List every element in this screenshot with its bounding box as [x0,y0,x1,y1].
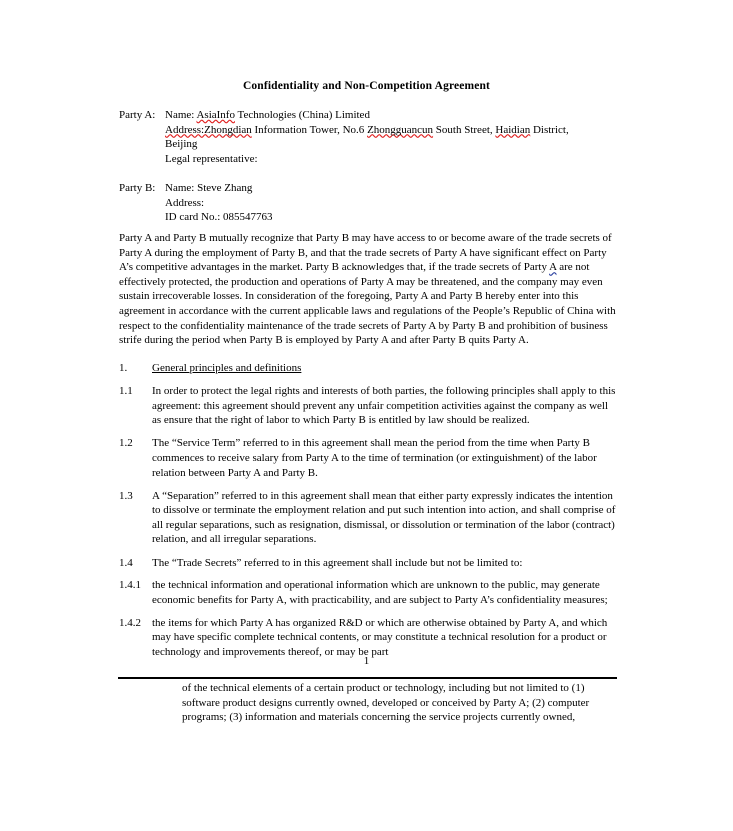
clause-text: The “Trade Secrets” referred to in this agreement shall include but not be limited to: [152,556,523,569]
clause-text: The “Service Term” referred to in this agreement shall mean the period from the time when Party B commences to receive salary from Party A to the time of termination (or extinguishment) of the labor relation between Party A and Party B. [152,437,597,479]
party-a-address-end: District, [530,123,569,136]
clause-1-1 [119,384,619,428]
clause-number: 1.4.1 [119,579,141,592]
clause-number: 1.3 [119,489,133,502]
clause-1 [119,361,619,376]
clause-list [119,361,619,668]
party-b-block [119,181,619,225]
clause-number: 1. [119,362,128,374]
party-b-label: Party B: [119,182,156,194]
clause-text: General principles and definitions [152,362,302,374]
spellcheck-asiainfo: AsiaInfo [196,109,235,121]
clause-1-2 [119,436,619,480]
clause-number: 1.1 [119,385,133,398]
party-a-legal-representative: Legal representative: [165,152,258,165]
party-b-lines [165,181,619,225]
party-b-name-line: Name: Steve Zhang [165,182,253,194]
clause-text: A “Separation” referred to in this agreement shall mean that either party expressly indicates the intention to dissolve or terminate the employment relation and put such intention into action, and shall comprise of all regular separations, such as resignation, dismissal, or dissolution or termination of the labor (contract) relation, and all irregular separations. [152,489,616,546]
page-title: Confidentiality and Non-Competition Agreement [242,80,491,92]
clause-number: 1.4.2 [119,616,141,629]
clause-1-4-2 [119,616,619,660]
party-b-address-line: Address: [165,196,205,209]
spellcheck-haidian: Haidian [495,123,531,136]
party-a-address-mid1: Information Tower, No.6 [251,123,368,136]
party-a-name-prefix: Name: [165,109,197,121]
page-number: 1 [363,655,370,667]
party-a-lines [165,108,619,166]
clause-number: 1.4 [119,556,133,569]
party-a-label: Party A: [119,109,156,121]
recital-segment-2: are not effectively protected, the production and operations of Party A may be threatened, and the company may even sustain irrecoverable losses. In consideration of the foregoing, Party A and Party B hereby enter into this agreement in accordance with the current applicable laws and regulations of the People’s Republic of China with respect to the confidentiality maintenance of the trade secrets of Party A by Party B and prohibition of business strife during the period when Party B is employed by Party A and after Party B quits Party A. [119,261,616,347]
clause-1-4-1 [119,578,619,607]
recital-segment-1: Party A and Party B mutually recognize that Party B may have access to or become aware of the trade secrets of Party A during the employment of Party B, and that the trade secrets of Party A have significant effect on Party A’s competitive advantages in the market. Party B acknowledges that, if the trade secrets of Party [119,232,612,274]
page-break-rule [118,677,617,679]
party-a-address-line [165,123,619,138]
clause-text: In order to protect the legal rights and interests of both parties, the following principles shall apply to this agreement: this agreement should prevent any unfair competition activities against the company as well as ensure that the right of labor to which Party B is entitled by law should be realized. [152,385,616,427]
party-a-row [119,108,619,166]
clause-text: the technical information and operational information which are unknown to the public, may generate economic benefits for Party A, with practicability, and are subject to Party A’s confidentiality measures; [152,579,608,606]
party-a-name-line [165,108,619,123]
party-a-name-suffix: Technologies (China) Limited [234,109,370,121]
party-a-block [119,108,619,166]
clause-text: the items for which Party A has organized R&D or which are otherwise obtained by Party A, and which may have specific complete technical contents, or may constitute a technical resolution for a product or technology and improvements thereof, or may be part [152,616,608,658]
spellcheck-address-zhongdian: Address:Zhongdian [165,123,252,136]
continuation-paragraph: of the technical elements of a certain product or technology, including but not limited to (1) software product designs currently owned, developed or conceived by Party A; (2) computer programs; (3) information and materials concerning the service projects currently owned, [182,682,590,724]
party-b-id-line: ID card No.: 085547763 [165,211,273,224]
recital-paragraph [119,231,618,348]
clause-1-4 [119,556,619,571]
grammarcheck-party-a: A [549,261,557,274]
party-b-row [119,181,619,225]
clause-number: 1.2 [119,437,133,450]
party-a-address-mid2: South Street, [433,123,496,136]
spellcheck-zhongguancun: Zhongguancun [367,123,434,136]
party-a-address-line2: Beijing [165,138,198,151]
clause-1-3 [119,489,619,547]
